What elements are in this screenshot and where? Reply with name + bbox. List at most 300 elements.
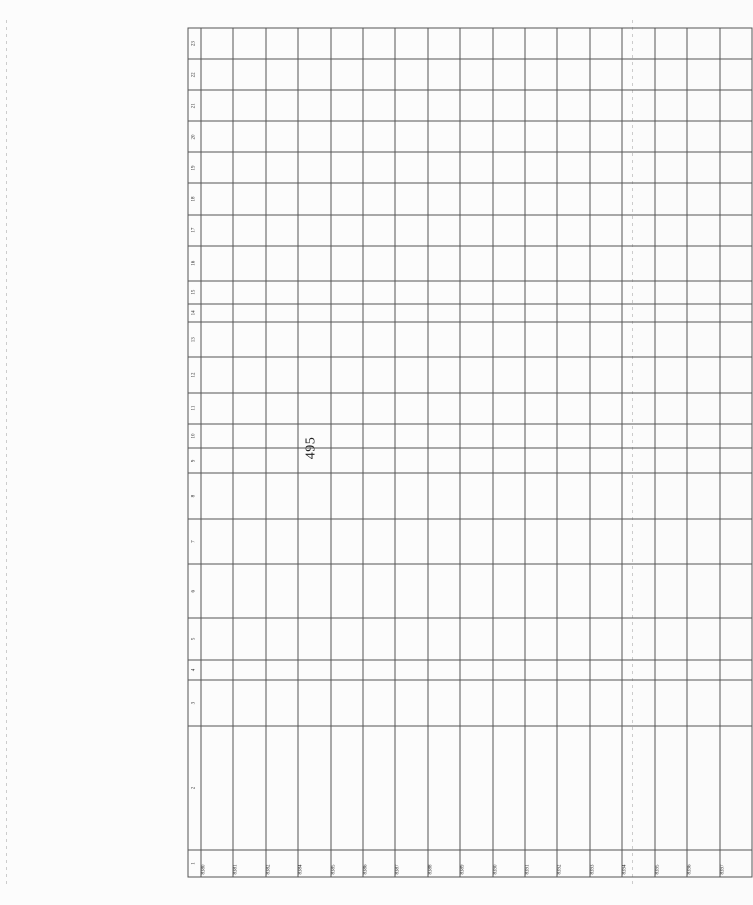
- table-cell: [331, 564, 363, 618]
- table-cell: [266, 322, 298, 357]
- table-cell: [428, 304, 460, 323]
- table-cell: [720, 473, 753, 519]
- table-cell: [493, 519, 525, 565]
- column-index-7: 7: [188, 519, 201, 565]
- table-row: [493, 28, 525, 877]
- table-cell: [525, 564, 557, 618]
- table-cell: [363, 660, 395, 681]
- table-cell: [201, 322, 233, 357]
- table-cell: [493, 680, 525, 726]
- table-cell: [590, 660, 622, 681]
- table-cell: [687, 519, 719, 565]
- table-cell: [331, 152, 363, 183]
- table-cell: [655, 519, 687, 565]
- table-cell: [622, 564, 654, 618]
- table-cell: [428, 393, 460, 424]
- table-cell: [557, 564, 589, 618]
- table-cell: [428, 726, 460, 850]
- table-cell: [363, 357, 395, 392]
- table-cell: [233, 59, 265, 90]
- table-cell: [428, 564, 460, 618]
- table-cell: [363, 448, 395, 473]
- table-cell: [525, 448, 557, 473]
- table-cell: [557, 28, 589, 59]
- table-cell: [525, 184, 557, 215]
- table-cell: [233, 28, 265, 59]
- table-cell: [655, 246, 687, 281]
- table-cell: [720, 680, 753, 726]
- table-cell: [331, 184, 363, 215]
- table-cell: [720, 519, 753, 565]
- table-cell: [201, 357, 233, 392]
- table-cell: [460, 618, 492, 659]
- table-cell: [266, 618, 298, 659]
- table-cell: [460, 246, 492, 281]
- table-cell: [233, 304, 265, 323]
- table-cell: [428, 424, 460, 449]
- table-cell: [428, 121, 460, 152]
- row-id-cell: 8393: [590, 850, 622, 877]
- rotated-registry-sheet: [188, 28, 753, 878]
- table-cell: [493, 726, 525, 850]
- table-cell: [298, 564, 330, 618]
- table-cell: [201, 28, 233, 59]
- table-cell: [460, 59, 492, 90]
- table-cell: [622, 357, 654, 392]
- table-cell: [363, 680, 395, 726]
- table-cell: [720, 28, 753, 59]
- table-cell: [395, 726, 427, 850]
- table-cell: [493, 152, 525, 183]
- table-cell: [363, 473, 395, 519]
- column-index-20: 20: [188, 121, 201, 152]
- table-cell: [428, 680, 460, 726]
- table-cell: [655, 393, 687, 424]
- table-cell: [493, 564, 525, 618]
- table-cell: [493, 448, 525, 473]
- table-cell: [720, 564, 753, 618]
- table-cell: [622, 59, 654, 90]
- table-cell: [331, 448, 363, 473]
- table-cell: [557, 246, 589, 281]
- table-cell: [557, 660, 589, 681]
- table-cell: [460, 519, 492, 565]
- table-cell: [266, 28, 298, 59]
- table-cell: [233, 357, 265, 392]
- table-cell: [525, 246, 557, 281]
- table-cell: [590, 152, 622, 183]
- table-cell: [428, 473, 460, 519]
- table-cell: [363, 304, 395, 323]
- table-row: [298, 28, 330, 877]
- table-cell: [557, 184, 589, 215]
- table-cell: [525, 59, 557, 90]
- table-cell: [298, 152, 330, 183]
- table-cell: [201, 680, 233, 726]
- table-cell: [233, 519, 265, 565]
- table-cell: [655, 473, 687, 519]
- table-cell: [525, 660, 557, 681]
- table-cell: [298, 281, 330, 304]
- table-cell: [590, 680, 622, 726]
- table-cell: [298, 184, 330, 215]
- table-cell: [266, 519, 298, 565]
- table-cell: [622, 660, 654, 681]
- table-row: [720, 28, 753, 877]
- table-cell: [298, 618, 330, 659]
- table-cell: [557, 519, 589, 565]
- table-cell: [525, 424, 557, 449]
- table-cell: [590, 519, 622, 565]
- table-cell: [460, 281, 492, 304]
- table-cell: [557, 90, 589, 121]
- table-cell: [687, 215, 719, 246]
- column-index-4: 4: [188, 660, 201, 681]
- table-cell: [720, 184, 753, 215]
- page-number: 495: [303, 436, 319, 460]
- table-cell: [331, 393, 363, 424]
- row-id-cell: 8385: [331, 850, 363, 877]
- table-cell: [460, 184, 492, 215]
- table-cell: [363, 618, 395, 659]
- table-cell: [201, 519, 233, 565]
- table-cell: [590, 322, 622, 357]
- table-cell: [687, 564, 719, 618]
- table-cell: [687, 121, 719, 152]
- table-cell: [493, 660, 525, 681]
- table-cell: [331, 680, 363, 726]
- table-cell: [557, 424, 589, 449]
- table-row: [590, 28, 622, 877]
- table-cell: [687, 424, 719, 449]
- table-cell: [622, 618, 654, 659]
- table-row: [363, 28, 395, 877]
- table-cell: [298, 660, 330, 681]
- row-id-cell: 8395: [655, 850, 687, 877]
- table-cell: [622, 152, 654, 183]
- table-cell: [655, 322, 687, 357]
- column-index-15: 15: [188, 281, 201, 304]
- table-cell: [525, 304, 557, 323]
- table-cell: [720, 59, 753, 90]
- column-index-19: 19: [188, 152, 201, 183]
- table-cell: [331, 28, 363, 59]
- table-cell: [687, 393, 719, 424]
- table-row: [266, 28, 298, 877]
- table-cell: [590, 424, 622, 449]
- table-cell: [266, 424, 298, 449]
- table-cell: [525, 357, 557, 392]
- table-cell: [493, 246, 525, 281]
- table-cell: [493, 215, 525, 246]
- table-cell: [395, 215, 427, 246]
- table-cell: [201, 90, 233, 121]
- table-cell: [590, 121, 622, 152]
- table-cell: [298, 90, 330, 121]
- table-cell: [622, 393, 654, 424]
- column-index-3: 3: [188, 680, 201, 726]
- table-cell: [266, 304, 298, 323]
- table-cell: [331, 59, 363, 90]
- table-cell: [428, 246, 460, 281]
- table-cell: [655, 448, 687, 473]
- table-cell: [557, 357, 589, 392]
- table-cell: [590, 726, 622, 850]
- table-cell: [201, 473, 233, 519]
- table-cell: [298, 473, 330, 519]
- table-cell: [363, 121, 395, 152]
- table-row: [525, 28, 557, 877]
- table-cell: [363, 519, 395, 565]
- column-index-6: 6: [188, 564, 201, 618]
- table-cell: [266, 448, 298, 473]
- table-cell: [233, 184, 265, 215]
- table-cell: [493, 28, 525, 59]
- table-cell: [363, 28, 395, 59]
- table-cell: [622, 184, 654, 215]
- column-index-14: 14: [188, 304, 201, 323]
- table-cell: [557, 726, 589, 850]
- table-cell: [655, 564, 687, 618]
- table-cell: [298, 215, 330, 246]
- column-index-17: 17: [188, 215, 201, 246]
- table-cell: [363, 726, 395, 850]
- table-cell: [557, 215, 589, 246]
- table-cell: [493, 424, 525, 449]
- row-id-cell: 8381: [233, 850, 265, 877]
- table-cell: [201, 564, 233, 618]
- table-cell: [266, 215, 298, 246]
- table-cell: [687, 90, 719, 121]
- table-cell: [687, 28, 719, 59]
- table-cell: [687, 680, 719, 726]
- table-cell: [460, 121, 492, 152]
- table-cell: [460, 152, 492, 183]
- table-cell: [687, 357, 719, 392]
- table-cell: [233, 473, 265, 519]
- table-cell: [557, 281, 589, 304]
- table-cell: [493, 473, 525, 519]
- table-cell: [720, 121, 753, 152]
- table-cell: [460, 680, 492, 726]
- table-cell: [687, 322, 719, 357]
- table-cell: [460, 564, 492, 618]
- table-cell: [655, 304, 687, 323]
- table-cell: [655, 726, 687, 850]
- table-cell: [331, 90, 363, 121]
- table-cell: [331, 660, 363, 681]
- table-cell: [493, 90, 525, 121]
- table-cell: [720, 322, 753, 357]
- table-cell: [622, 726, 654, 850]
- column-index-23: 23: [188, 28, 201, 59]
- table-cell: [428, 28, 460, 59]
- table-cell: [557, 448, 589, 473]
- table-cell: [460, 393, 492, 424]
- table-cell: [201, 448, 233, 473]
- table-cell: [331, 519, 363, 565]
- table-cell: [395, 121, 427, 152]
- table-cell: [266, 357, 298, 392]
- table-cell: [655, 152, 687, 183]
- table-cell: [428, 152, 460, 183]
- table-cell: [395, 90, 427, 121]
- table-cell: [298, 519, 330, 565]
- table-cell: [720, 618, 753, 659]
- table-cell: [233, 680, 265, 726]
- table-cell: [331, 726, 363, 850]
- table-cell: [395, 424, 427, 449]
- table-cell: [525, 680, 557, 726]
- table-cell: [298, 121, 330, 152]
- table-row: [331, 28, 363, 877]
- scan-edge-left: [6, 20, 7, 885]
- table-cell: [720, 215, 753, 246]
- table-cell: [395, 448, 427, 473]
- table-cell: [266, 726, 298, 850]
- table-cell: [395, 322, 427, 357]
- table-cell: [233, 121, 265, 152]
- row-id-cell: 8387: [395, 850, 427, 877]
- table-row: [201, 28, 233, 877]
- table-cell: [720, 357, 753, 392]
- registry-table-body: [188, 28, 752, 877]
- table-cell: [622, 304, 654, 323]
- table-cell: [460, 28, 492, 59]
- table-cell: [298, 28, 330, 59]
- table-cell: [298, 448, 330, 473]
- table-cell: [557, 121, 589, 152]
- column-index-9: 9: [188, 448, 201, 473]
- table-cell: [720, 660, 753, 681]
- table-cell: [525, 215, 557, 246]
- table-cell: [460, 322, 492, 357]
- table-cell: [655, 281, 687, 304]
- table-cell: [460, 90, 492, 121]
- table-cell: [590, 564, 622, 618]
- table-cell: [201, 215, 233, 246]
- table-cell: [590, 448, 622, 473]
- table-cell: [557, 152, 589, 183]
- table-cell: [655, 215, 687, 246]
- table-cell: [428, 90, 460, 121]
- table-cell: [557, 304, 589, 323]
- table-cell: [363, 322, 395, 357]
- table-cell: [363, 393, 395, 424]
- table-cell: [525, 121, 557, 152]
- table-cell: [233, 393, 265, 424]
- table-cell: [331, 357, 363, 392]
- table-cell: [557, 322, 589, 357]
- table-cell: [493, 281, 525, 304]
- table-cell: [428, 281, 460, 304]
- table-cell: [655, 184, 687, 215]
- table-cell: [557, 59, 589, 90]
- table-cell: [720, 726, 753, 850]
- table-cell: [590, 215, 622, 246]
- table-cell: [525, 726, 557, 850]
- table-cell: [590, 28, 622, 59]
- table-cell: [525, 152, 557, 183]
- table-cell: [201, 184, 233, 215]
- table-cell: [460, 424, 492, 449]
- column-index-21: 21: [188, 90, 201, 121]
- table-cell: [395, 564, 427, 618]
- table-cell: [233, 90, 265, 121]
- table-cell: [687, 304, 719, 323]
- table-cell: [428, 448, 460, 473]
- table-cell: [428, 59, 460, 90]
- table-cell: [201, 152, 233, 183]
- table-cell: [298, 424, 330, 449]
- table-cell: [233, 281, 265, 304]
- table-cell: [201, 393, 233, 424]
- table-cell: [460, 726, 492, 850]
- table-cell: [493, 184, 525, 215]
- table-cell: [201, 246, 233, 281]
- table-cell: [720, 424, 753, 449]
- table-cell: [201, 424, 233, 449]
- table-cell: [525, 90, 557, 121]
- table-cell: [298, 304, 330, 323]
- table-cell: [493, 59, 525, 90]
- table-cell: [266, 59, 298, 90]
- row-id-cell: 8391: [525, 850, 557, 877]
- table-cell: [687, 246, 719, 281]
- table-cell: [428, 519, 460, 565]
- table-cell: [395, 281, 427, 304]
- table-cell: [266, 660, 298, 681]
- table-cell: [493, 618, 525, 659]
- table-cell: [687, 59, 719, 90]
- table-cell: [720, 246, 753, 281]
- table-cell: [590, 618, 622, 659]
- table-cell: [395, 357, 427, 392]
- column-index-8: 8: [188, 473, 201, 519]
- table-cell: [233, 152, 265, 183]
- table-cell: [331, 121, 363, 152]
- table-cell: [233, 246, 265, 281]
- table-cell: [201, 660, 233, 681]
- table-cell: [363, 564, 395, 618]
- table-cell: [525, 473, 557, 519]
- table-cell: [687, 152, 719, 183]
- table-cell: [622, 121, 654, 152]
- table-cell: [720, 281, 753, 304]
- table-cell: [428, 618, 460, 659]
- column-index-row: [188, 28, 201, 877]
- table-cell: [395, 393, 427, 424]
- table-cell: [687, 473, 719, 519]
- table-cell: [233, 424, 265, 449]
- table-cell: [525, 519, 557, 565]
- table-cell: [687, 618, 719, 659]
- table-cell: [655, 424, 687, 449]
- table-cell: [720, 448, 753, 473]
- column-index-2: 2: [188, 726, 201, 850]
- table-cell: [395, 680, 427, 726]
- column-index-1: 1: [188, 850, 201, 877]
- table-cell: [201, 59, 233, 90]
- table-cell: [590, 357, 622, 392]
- table-row: [395, 28, 427, 877]
- table-cell: [266, 393, 298, 424]
- table-cell: [363, 184, 395, 215]
- table-cell: [395, 519, 427, 565]
- table-cell: [460, 304, 492, 323]
- table-cell: [363, 59, 395, 90]
- table-cell: [525, 618, 557, 659]
